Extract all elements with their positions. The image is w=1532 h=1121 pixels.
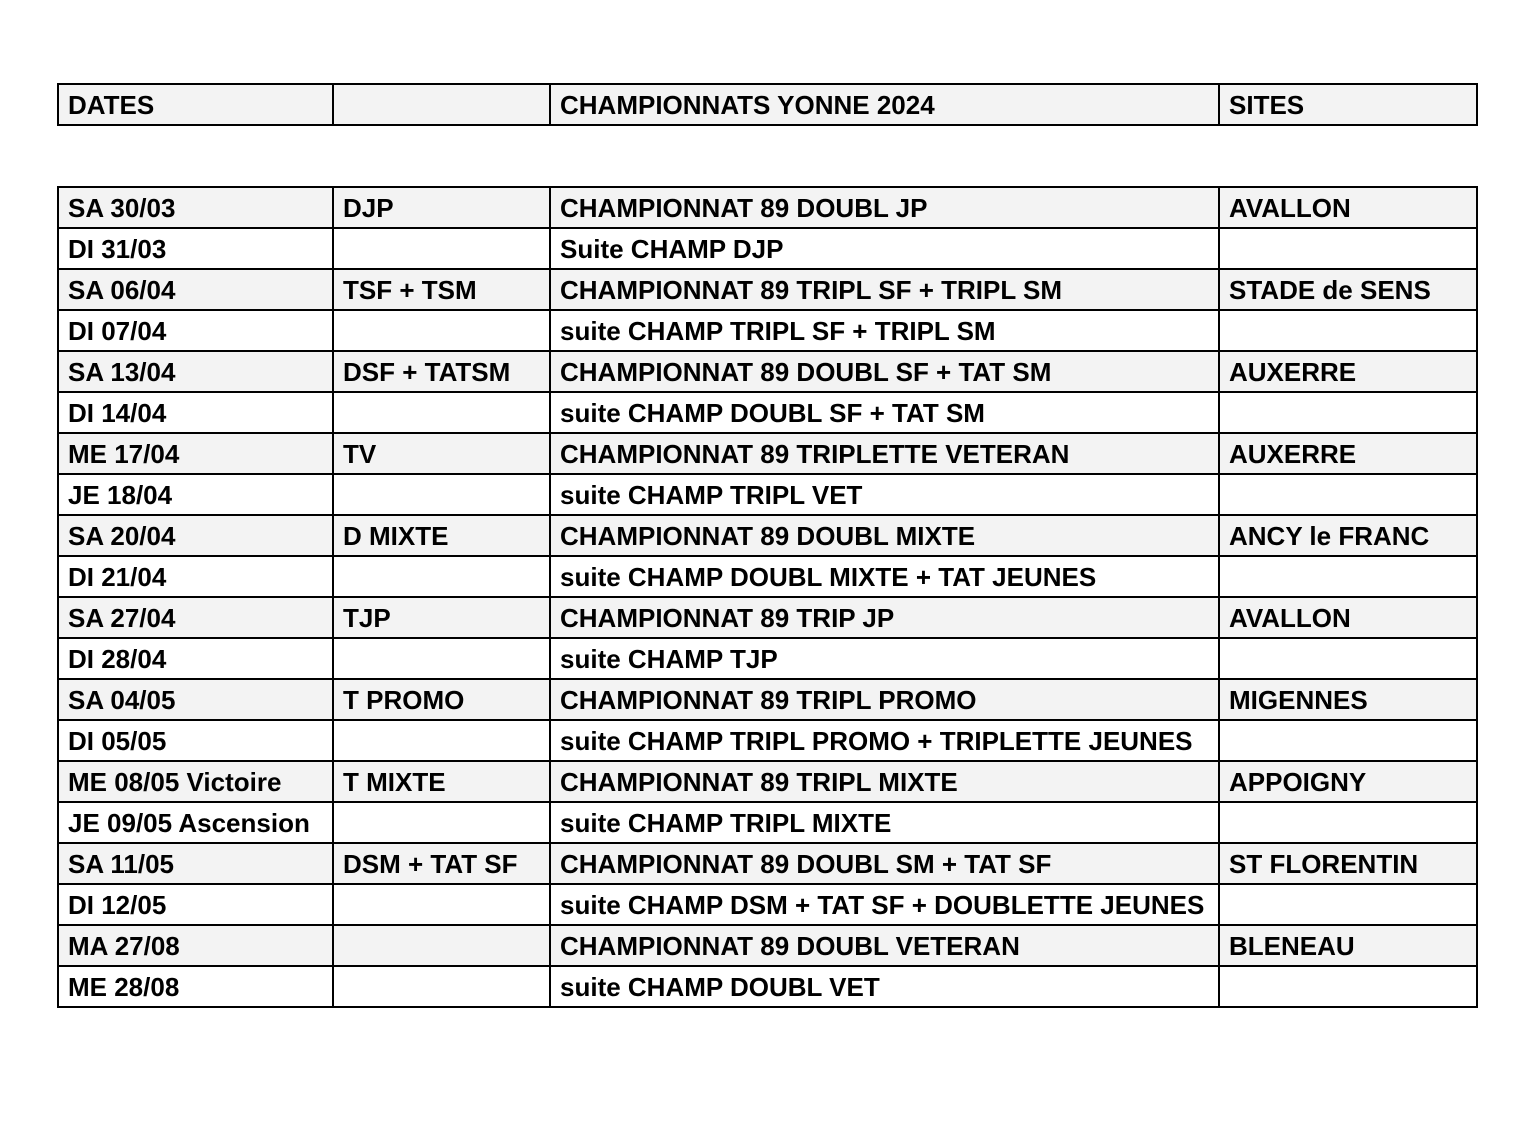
event-cell: CHAMPIONNAT 89 DOUBL MIXTE — [550, 515, 1219, 556]
event-cell: suite CHAMP TRIPL VET — [550, 474, 1219, 515]
header-row — [58, 84, 1477, 125]
table-row — [58, 392, 1477, 433]
site-cell: BLENEAU — [1219, 925, 1477, 966]
event-cell: CHAMPIONNAT 89 DOUBL JP — [550, 187, 1219, 228]
table-row — [58, 761, 1477, 802]
code-cell: TJP — [333, 597, 550, 638]
table-row — [58, 802, 1477, 843]
event-cell: CHAMPIONNAT 89 TRIPL PROMO — [550, 679, 1219, 720]
site-cell — [1219, 556, 1477, 597]
event-cell: CHAMPIONNAT 89 TRIPLETTE VETERAN — [550, 433, 1219, 474]
date-cell: MA 27/08 — [58, 925, 333, 966]
schedule-body — [58, 187, 1477, 1007]
table-row — [58, 720, 1477, 761]
site-cell — [1219, 720, 1477, 761]
date-cell: SA 13/04 — [58, 351, 333, 392]
date-cell: SA 27/04 — [58, 597, 333, 638]
code-cell — [333, 802, 550, 843]
code-cell: T PROMO — [333, 679, 550, 720]
table-row — [58, 556, 1477, 597]
event-cell: CHAMPIONNAT 89 DOUBL SM + TAT SF — [550, 843, 1219, 884]
event-cell: suite CHAMP DSM + TAT SF + DOUBLETTE JEUNES — [550, 884, 1219, 925]
event-cell: suite CHAMP DOUBL SF + TAT SM — [550, 392, 1219, 433]
date-cell: SA 04/05 — [58, 679, 333, 720]
event-cell: CHAMPIONNAT 89 TRIP JP — [550, 597, 1219, 638]
date-cell: SA 06/04 — [58, 269, 333, 310]
event-cell: suite CHAMP TRIPL PROMO + TRIPLETTE JEUNES — [550, 720, 1219, 761]
site-cell: APPOIGNY — [1219, 761, 1477, 802]
code-cell — [333, 966, 550, 1007]
event-cell: CHAMPIONNAT 89 TRIPL MIXTE — [550, 761, 1219, 802]
code-cell: D MIXTE — [333, 515, 550, 556]
site-cell — [1219, 310, 1477, 351]
header-title: CHAMPIONNATS YONNE 2024 — [550, 84, 1219, 125]
table-row — [58, 884, 1477, 925]
date-cell: DI 07/04 — [58, 310, 333, 351]
table-row — [58, 597, 1477, 638]
site-cell: ANCY le FRANC — [1219, 515, 1477, 556]
table-row — [58, 269, 1477, 310]
date-cell: JE 09/05 Ascension — [58, 802, 333, 843]
event-cell: suite CHAMP TRIPL SF + TRIPL SM — [550, 310, 1219, 351]
date-cell: ME 08/05 Victoire — [58, 761, 333, 802]
code-cell — [333, 884, 550, 925]
table-row — [58, 966, 1477, 1007]
site-cell: ST FLORENTIN — [1219, 843, 1477, 884]
event-cell: suite CHAMP TRIPL MIXTE — [550, 802, 1219, 843]
table-row — [58, 433, 1477, 474]
code-cell: T MIXTE — [333, 761, 550, 802]
site-cell — [1219, 228, 1477, 269]
code-cell — [333, 638, 550, 679]
code-cell: TSF + TSM — [333, 269, 550, 310]
table-row — [58, 679, 1477, 720]
header-code — [333, 84, 550, 125]
site-cell: AVALLON — [1219, 187, 1477, 228]
code-cell: TV — [333, 433, 550, 474]
site-cell: AUXERRE — [1219, 351, 1477, 392]
code-cell: DJP — [333, 187, 550, 228]
site-cell: MIGENNES — [1219, 679, 1477, 720]
date-cell: DI 31/03 — [58, 228, 333, 269]
event-cell: CHAMPIONNAT 89 DOUBL VETERAN — [550, 925, 1219, 966]
site-cell — [1219, 392, 1477, 433]
site-cell: AUXERRE — [1219, 433, 1477, 474]
event-cell: Suite CHAMP DJP — [550, 228, 1219, 269]
table-row — [58, 515, 1477, 556]
table-row — [58, 187, 1477, 228]
table-row — [58, 474, 1477, 515]
code-cell — [333, 392, 550, 433]
table-row — [58, 638, 1477, 679]
site-cell — [1219, 474, 1477, 515]
event-cell: CHAMPIONNAT 89 DOUBL SF + TAT SM — [550, 351, 1219, 392]
code-cell — [333, 228, 550, 269]
event-cell: suite CHAMP DOUBL MIXTE + TAT JEUNES — [550, 556, 1219, 597]
date-cell: DI 28/04 — [58, 638, 333, 679]
code-cell — [333, 720, 550, 761]
header-sites: SITES — [1219, 84, 1477, 125]
site-cell — [1219, 638, 1477, 679]
event-cell: suite CHAMP TJP — [550, 638, 1219, 679]
site-cell — [1219, 802, 1477, 843]
date-cell: SA 30/03 — [58, 187, 333, 228]
table-row — [58, 843, 1477, 884]
schedule-table — [57, 186, 1478, 1008]
header-table — [57, 83, 1478, 126]
event-cell: suite CHAMP DOUBL VET — [550, 966, 1219, 1007]
code-cell: DSM + TAT SF — [333, 843, 550, 884]
date-cell: ME 17/04 — [58, 433, 333, 474]
code-cell — [333, 925, 550, 966]
date-cell: DI 21/04 — [58, 556, 333, 597]
code-cell: DSF + TATSM — [333, 351, 550, 392]
site-cell: STADE de SENS — [1219, 269, 1477, 310]
table-row — [58, 310, 1477, 351]
event-cell: CHAMPIONNAT 89 TRIPL SF + TRIPL SM — [550, 269, 1219, 310]
date-cell: DI 12/05 — [58, 884, 333, 925]
date-cell: SA 20/04 — [58, 515, 333, 556]
date-cell: DI 14/04 — [58, 392, 333, 433]
date-cell: DI 05/05 — [58, 720, 333, 761]
code-cell — [333, 310, 550, 351]
table-row — [58, 925, 1477, 966]
site-cell — [1219, 966, 1477, 1007]
table-row — [58, 351, 1477, 392]
date-cell: ME 28/08 — [58, 966, 333, 1007]
date-cell: SA 11/05 — [58, 843, 333, 884]
header-dates: DATES — [58, 84, 333, 125]
site-cell: AVALLON — [1219, 597, 1477, 638]
code-cell — [333, 474, 550, 515]
code-cell — [333, 556, 550, 597]
date-cell: JE 18/04 — [58, 474, 333, 515]
site-cell — [1219, 884, 1477, 925]
table-row — [58, 228, 1477, 269]
